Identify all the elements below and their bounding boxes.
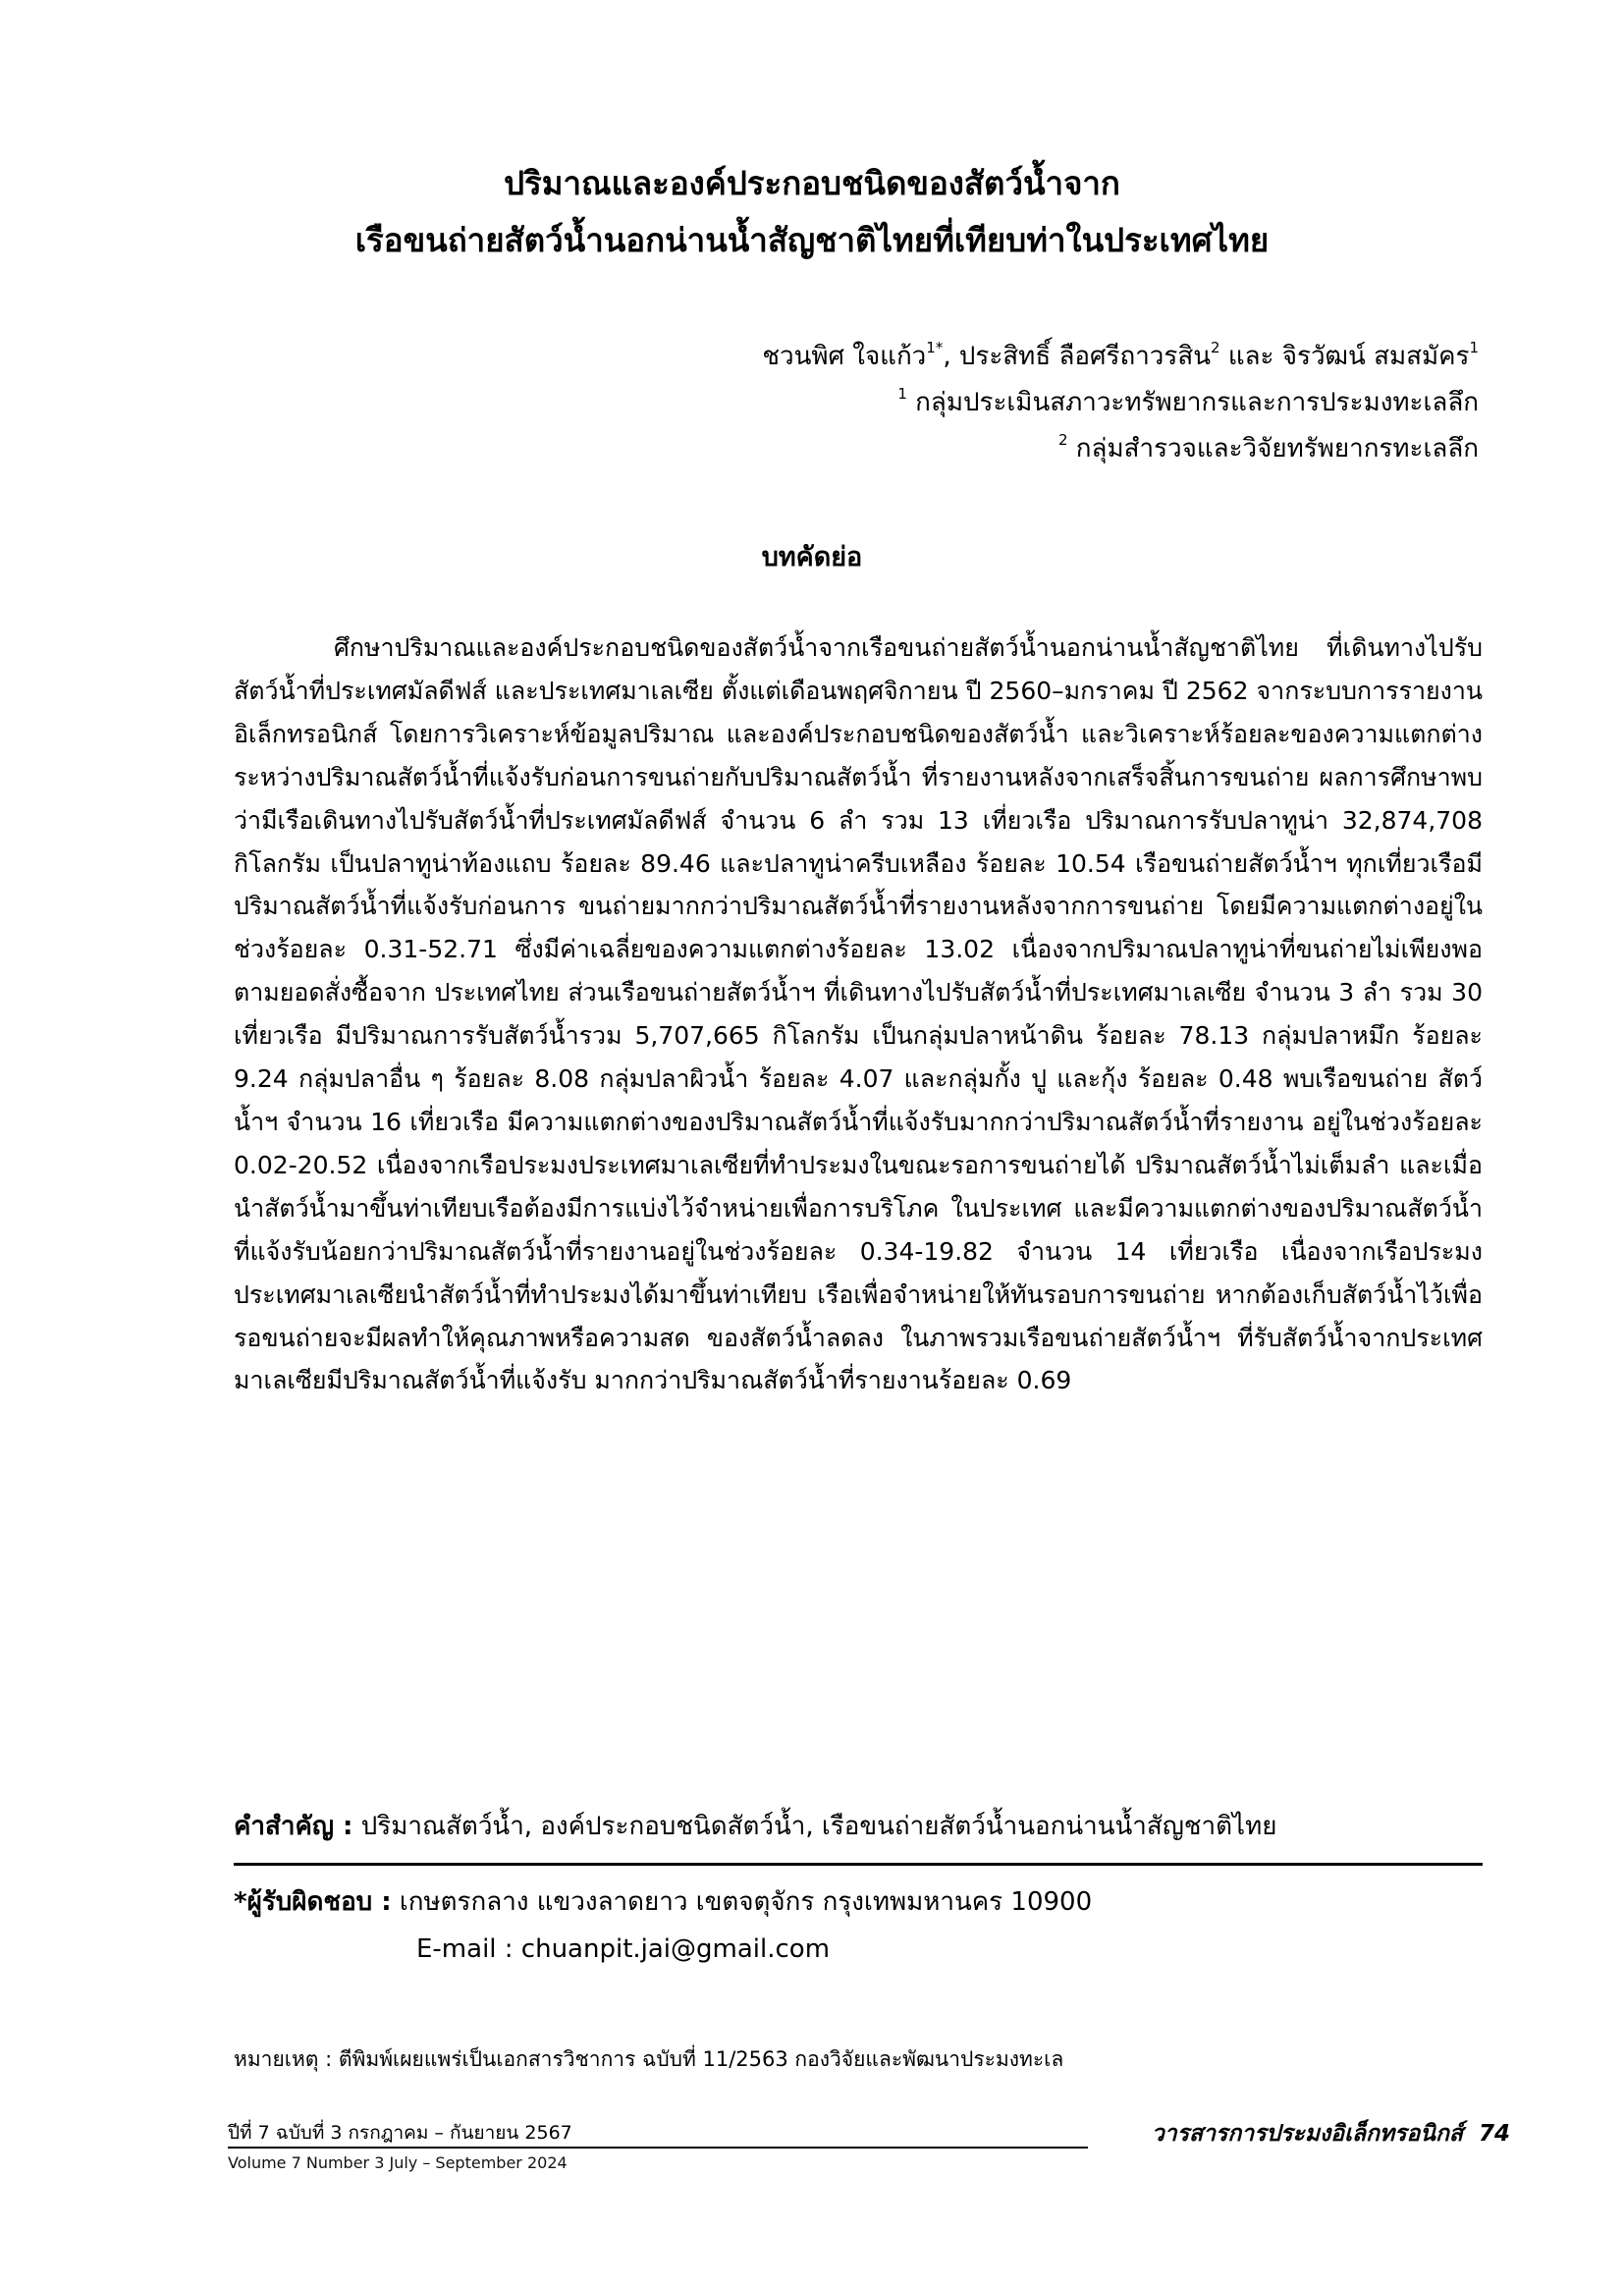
- footer-issue-english: Volume 7 Number 3 July – September 2024: [228, 2153, 568, 2172]
- title-line-2: เรือขนถ่ายสัตว์น้ำนอกน่านน้ำสัญชาติไทยที่เทียบท่าในประเทศไทย: [354, 221, 1270, 259]
- author-separator: และ: [1219, 342, 1282, 371]
- correspondence: [234, 1879, 1483, 1925]
- abstract-heading: บทคัดย่อ: [761, 542, 863, 572]
- paper-title: [236, 155, 1388, 269]
- author-1: ชวนพิศ ใจแก้ว: [762, 342, 927, 371]
- correspondence-address: เกษตรกลาง แขวงลาดยาว เขตจตุจักร กรุงเทพมหานคร 10900: [391, 1887, 1093, 1917]
- affiliation-2-mark: 2: [1058, 431, 1068, 449]
- title-line-1: ปริมาณและองค์ประกอบชนิดของสัตว์น้ำจาก: [504, 164, 1120, 202]
- author-3: จิรวัฒน์ สมสมัคร: [1281, 342, 1470, 371]
- correspondence-email: E-mail : chuanpit.jai@gmail.com: [416, 1934, 831, 1964]
- author-separator: ,: [943, 342, 959, 371]
- author-block: [497, 334, 1479, 472]
- author-2-mark: 2: [1211, 339, 1220, 356]
- publication-note: หมายเหตุ : ตีพิมพ์เผยแพร่เป็นเอกสารวิชาการ ฉบับที่ 11/2563 กองวิจัยและพัฒนาประมงทะเล: [234, 2047, 1064, 2071]
- affiliation-2: [497, 426, 1479, 472]
- affiliation-2-text: กลุ่มสำรวจและวิจัยทรัพยากรทะเลลึก: [1067, 434, 1479, 463]
- keywords-text: ปริมาณสัตว์น้ำ, องค์ประกอบชนิดสัตว์น้ำ, เรือขนถ่ายสัตว์น้ำนอกน่านน้ำสัญชาติไทย: [352, 1812, 1277, 1841]
- author-names: [497, 334, 1479, 380]
- footer-rule: [228, 2147, 1088, 2149]
- affiliation-1: [497, 380, 1479, 426]
- author-1-mark: 1*: [926, 339, 944, 356]
- keywords: [234, 1807, 1483, 1846]
- author-2: ประสิทธิ์ ลือศรีถาวรสิน: [958, 342, 1212, 371]
- page-number: 74: [1478, 2121, 1510, 2147]
- abstract-body: ศึกษาปริมาณและองค์ประกอบชนิดของสัตว์น้ำจากเรือขนถ่ายสัตว์น้ำนอกน่านน้ำสัญชาติไทย ที่เดินทางไปรับสัตว์น้ำที่ประเทศมัลดีฟส์ และประเทศมาเลเซีย ตั้งแต่เดือนพฤศจิกายน ปี 2560–มกราคม ปี 2562 จากระบบการรายงานอิเล็กทรอนิกส์ โดยการวิเคราะห์ข้อมูลปริมาณ และองค์ประกอบชนิดของสัตว์น้ำ และวิเคราะห์ร้อยละของความแตกต่างระหว่างปริมาณสัตว์น้ำที่แจ้งรับก่อนการขนถ่ายกับปริมาณสัตว์น้ำ ที่รายงานหลังจากเสร็จสิ้นการขนถ่าย ผลการศึกษาพบว่ามีเรือเดินทางไปรับสัตว์น้ำที่ประเทศมัลดีฟส์ จำนวน 6 ลำ รวม 13 เที่ยวเรือ ปริมาณการรับปลาทูน่า 32,874,708 กิโลกรัม เป็นปลาทูน่าท้องแถบ ร้อยละ 89.46 และปลาทูน่าครีบเหลือง ร้อยละ 10.54 เรือขนถ่ายสัตว์น้ำฯ ทุกเที่ยวเรือมีปริมาณสัตว์น้ำที่แจ้งรับก่อนการ ขนถ่ายมากกว่าปริมาณสัตว์น้ำที่รายงานหลังจากการขนถ่าย โดยมีความแตกต่างอยู่ในช่วงร้อยละ 0.31-52.71 ซึ่งมีค่าเฉลี่ยของความแตกต่างร้อยละ 13.02 เนื่องจากปริมาณปลาทูน่าที่ขนถ่ายไม่เพียงพอตามยอดสั่งซื้อจาก ประเทศไทย ส่วนเรือขนถ่ายสัตว์น้ำฯ ที่เดินทางไปรับสัตว์น้ำที่ประเทศมาเลเซีย จำนวน 3 ลำ รวม 30 เที่ยวเรือ มีปริมาณการรับสัตว์น้ำรวม 5,707,665 กิโลกรัม เป็นกลุ่มปลาหน้าดิน ร้อยละ 78.13 กลุ่มปลาหมึก ร้อยละ 9.24 กลุ่มปลาอื่น ๆ ร้อยละ 8.08 กลุ่มปลาผิวน้ำ ร้อยละ 4.07 และกลุ่มกั้ง ปู และกุ้ง ร้อยละ 0.48 พบเรือขนถ่าย สัตว์น้ำฯ จำนวน 16 เที่ยวเรือ มีความแตกต่างของปริมาณสัตว์น้ำที่แจ้งรับมากกว่าปริมาณสัตว์น้ำที่รายงาน อยู่ในช่วงร้อยละ 0.02-20.52 เนื่องจากเรือประมงประเทศมาเลเซียที่ทำประมงในขณะรอการขนถ่ายได้ ปริมาณสัตว์น้ำไม่เต็มลำ และเมื่อนำสัตว์น้ำมาขึ้นท่าเทียบเรือต้องมีการแบ่งไว้จำหน่ายเพื่อการบริโภค ในประเทศ และมีความแตกต่างของปริมาณสัตว์น้ำที่แจ้งรับน้อยกว่าปริมาณสัตว์น้ำที่รายงานอยู่ในช่วงร้อยละ 0.34-19.82 จำนวน 14 เที่ยวเรือ เนื่องจากเรือประมงประเทศมาเลเซียนำสัตว์น้ำที่ทำประมงได้มาขึ้นท่าเทียบ เรือเพื่อจำหน่ายให้ทันรอบการขนถ่าย หากต้องเก็บสัตว์น้ำไว้เพื่อรอขนถ่ายจะมีผลทำให้คุณภาพหรือความสด ของสัตว์น้ำลดลง ในภาพรวมเรือขนถ่ายสัตว์น้ำฯ ที่รับสัตว์น้ำจากประเทศมาเลเซียมีปริมาณสัตว์น้ำที่แจ้งรับ มากกว่าปริมาณสัตว์น้ำที่รายงานร้อยละ 0.69: [234, 633, 1483, 1395]
- affiliation-1-text: กลุ่มประเมินสภาวะทรัพยากรและการประมงทะเลลึก: [906, 388, 1479, 417]
- footer-journal: [1152, 2119, 1510, 2149]
- affiliation-1-mark: 1: [897, 385, 907, 403]
- keywords-label: คำสำคัญ :: [234, 1812, 353, 1841]
- correspondence-label: *ผู้รับผิดชอบ :: [234, 1887, 392, 1917]
- divider-rule: [234, 1863, 1483, 1866]
- footer-issue-thai: ปีที่ 7 ฉบับที่ 3 กรกฎาคม – กันยายน 2567: [228, 2122, 572, 2144]
- author-3-mark: 1: [1469, 339, 1479, 356]
- journal-name: วารสารการประมงอิเล็กทรอนิกส์: [1151, 2121, 1463, 2147]
